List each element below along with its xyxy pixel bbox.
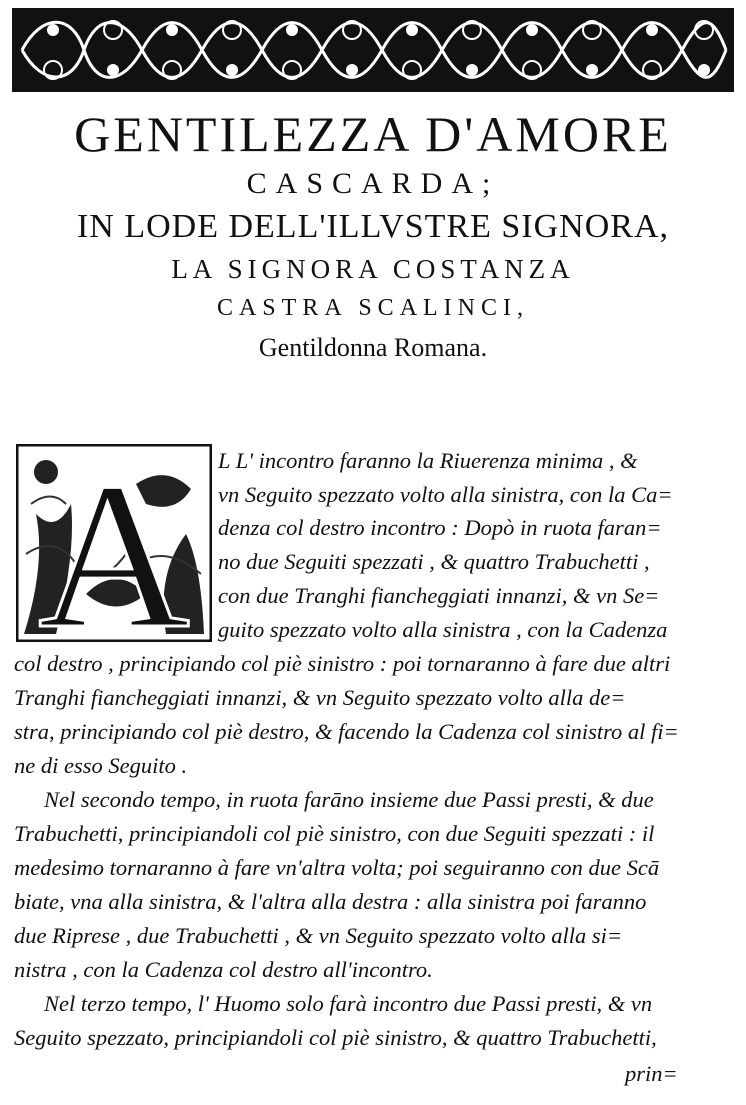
title-line-1: GENTILEZZA D'AMORE — [74, 106, 672, 162]
text-line: col destro , principiando col piè sinistro : poi tornaranno à fare due altri — [14, 651, 671, 676]
text-line: guito spezzato volto alla sinistra , con la Cadenza — [218, 617, 668, 642]
text-line: Nel terzo tempo, l' Huomo solo farà incontro due Passi presti, & vn — [44, 991, 653, 1016]
title-line-3: IN LODE DELL'ILLVSTRE SIGNORA, — [76, 208, 670, 245]
text-line: Seguito spezzato, principiandoli col piè sinistro, & quattro Trabuchetti, — [14, 1025, 657, 1050]
text-line: due Riprese , due Trabuchetti , & vn Seguito spezzato volto alla si= — [14, 923, 623, 948]
drop-cap-letter: A — [38, 444, 190, 642]
text-line: L L' incontro faranno la Riuerenza minima , & — [218, 448, 638, 473]
text-line: medesimo tornaranno à fare vn'altra volta; poi seguiranno con due Scā — [14, 855, 660, 880]
title-line-5: CASTRA SCALINCI, — [216, 295, 530, 321]
text-line: Tranghi fiancheggiati innanzi, & vn Seguito spezzato volto alla de= — [14, 685, 626, 710]
title-line-6: Gentildonna Romana. — [258, 333, 488, 362]
text-line: Nel secondo tempo, in ruota farāno insieme due Passi presti, & due — [44, 787, 654, 812]
text-line: stra, principiando col piè destro, & facendo la Cadenza col sinistro al fi= — [14, 719, 679, 744]
title-line-4: LA SIGNORA COSTANZA — [171, 254, 575, 284]
text-line: no due Seguiti spezzati , & quattro Trabuchetti , — [218, 549, 650, 574]
text-line: Trabuchetti, principiandoli col piè sinistro, con due Seguiti spezzati : il — [14, 821, 655, 846]
text-line: denza col destro incontro : Dopò in ruota faran= — [218, 515, 662, 540]
text-line: con due Tranghi fiancheggiati innanzi, & vn Se= — [218, 583, 660, 608]
catchword: prin= — [625, 1061, 678, 1086]
text-line: nistra , con la Cadenza col destro all'incontro. — [14, 957, 433, 982]
text-line: vn Seguito spezzato volto alla sinistra, con la Ca= — [218, 482, 673, 507]
decorated-initial — [16, 444, 212, 642]
title-line-2: CASCARDA; — [246, 167, 500, 200]
title-block — [0, 100, 746, 368]
ornamental-headpiece — [12, 8, 734, 92]
text-line: biate, vna alla sinistra, & l'altra alla destra : alla sinistra poi faranno — [14, 889, 647, 914]
text-line: ne di esso Seguito . — [14, 753, 188, 778]
